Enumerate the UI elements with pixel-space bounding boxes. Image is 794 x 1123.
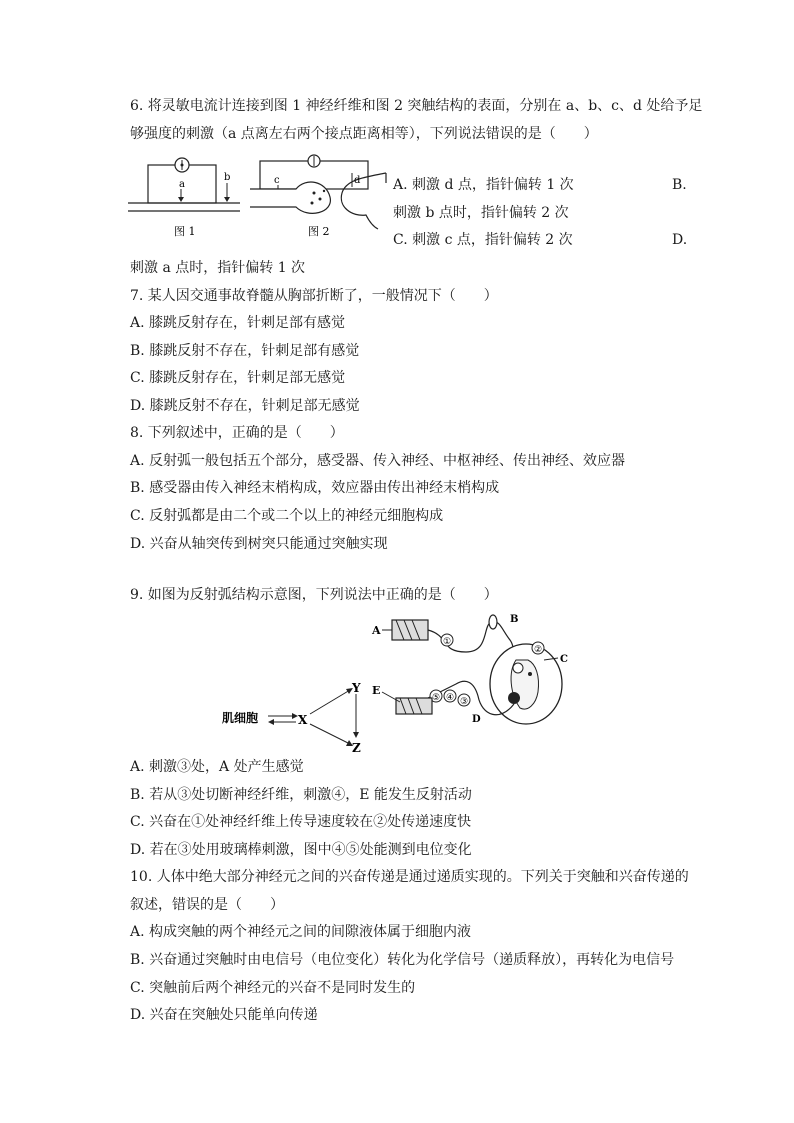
fig-label-n5: ⑤	[432, 693, 441, 703]
q6-option-b-text: 刺激 b 点时，指针偏转 2 次	[393, 205, 569, 221]
q10-stem-line1: 10. 人体中绝大部分神经元之间的兴奋传递是通过递质实现的。下列关于突触和兴奋传递的	[130, 869, 689, 885]
q9-option-a: A. 刺激③处，A 处产生感觉	[130, 759, 304, 775]
fig-label-E: E	[372, 684, 381, 697]
q9-stem: 9. 如图为反射弧结构示意图，下列说法中正确的是（ ）	[130, 587, 498, 603]
q6-figure-2	[248, 153, 388, 243]
q7-option-b: B. 膝跳反射不存在，针刺足部有感觉	[130, 343, 360, 359]
q6-stem-line2: 够强度的刺激（a 点离左右两个接点距离相等），下列说法错误的是（ ）	[130, 126, 598, 142]
fig-label-n2: ②	[534, 645, 543, 655]
q6-stem-line1: 6. 将灵敏电流计连接到图 1 神经纤维和图 2 突触结构的表面，分别在 a、b、c、d 处给予足	[130, 98, 703, 114]
q7-option-a: A. 膝跳反射存在，针刺足部有感觉	[130, 315, 346, 331]
q6-option-d-text: 刺激 a 点时，指针偏转 1 次	[130, 260, 306, 276]
fig1-label-b: b	[224, 172, 231, 183]
fig-label-Z: Z	[352, 741, 361, 754]
fig-label-C: C	[560, 654, 568, 665]
fig-label-Y: Y	[352, 681, 361, 695]
fig-label-n1: ①	[443, 637, 452, 647]
fig1-label-a: a	[179, 179, 185, 190]
q6-option-c: C. 刺激 c 点，指针偏转 2 次	[393, 232, 573, 248]
q9-reflex-arc-figure	[220, 612, 580, 754]
fig-label-B: B	[510, 614, 519, 625]
q10-option-d: D. 兴奋在突触处只能单向传递	[130, 1007, 318, 1023]
q7-option-c: C. 膝跳反射存在，针刺足部无感觉	[130, 370, 346, 386]
fig-label-n3: ③	[460, 697, 469, 707]
fig-label-muscle: 肌细胞	[222, 711, 259, 725]
q8-option-b: B. 感受器由传入神经末梢构成，效应器由传出神经末梢构成	[130, 480, 500, 496]
fig-label-A: A	[372, 624, 381, 637]
q8-option-c: C. 反射弧都是由二个或二个以上的神经元细胞构成	[130, 508, 444, 524]
fig2-caption: 图 2	[308, 225, 330, 238]
q7-option-d: D. 膝跳反射不存在，针刺足部无感觉	[130, 398, 360, 414]
q10-option-b: B. 兴奋通过突触时由电信号（电位变化）转化为化学信号（递质释放），再转化为电信号	[130, 952, 675, 968]
fig2-label-c: c	[274, 175, 280, 186]
fig-label-X: X	[298, 713, 308, 727]
q10-option-a: A. 构成突触的两个神经元之间的间隙液体属于细胞内液	[130, 924, 472, 940]
q8-option-d: D. 兴奋从轴突传到树突只能通过突触实现	[130, 536, 388, 552]
q8-option-a: A. 反射弧一般包括五个部分，感受器、传入神经、中枢神经、传出神经、效应器	[130, 453, 626, 469]
fig2-label-d: d	[354, 175, 361, 186]
q8-stem: 8. 下列叙述中，正确的是（ ）	[130, 425, 344, 441]
fig-label-D: D	[472, 714, 481, 725]
q6-option-b-letter: B.	[672, 177, 687, 193]
fig-label-n4: ④	[446, 693, 455, 703]
q10-option-c: C. 突触前后两个神经元的兴奋不是同时发生的	[130, 980, 416, 996]
fig1-caption: 图 1	[174, 225, 196, 238]
q9-option-d: D. 若在③处用玻璃棒刺激，图中④⑤处能测到电位变化	[130, 842, 472, 858]
q10-stem-line2: 叙述，错误的是（ ）	[130, 897, 284, 913]
q9-option-b: B. 若从③处切断神经纤维，刺激④，E 能发生反射活动	[130, 787, 472, 803]
q9-option-c: C. 兴奋在①处神经纤维上传导速度较在②处传递速度快	[130, 814, 472, 830]
q7-stem: 7. 某人因交通事故脊髓从胸部折断了，一般情况下（ ）	[130, 288, 498, 304]
q6-figure-1	[128, 153, 240, 243]
q6-option-a: A. 刺激 d 点，指针偏转 1 次	[393, 177, 574, 193]
q6-option-d-letter: D.	[672, 232, 688, 248]
